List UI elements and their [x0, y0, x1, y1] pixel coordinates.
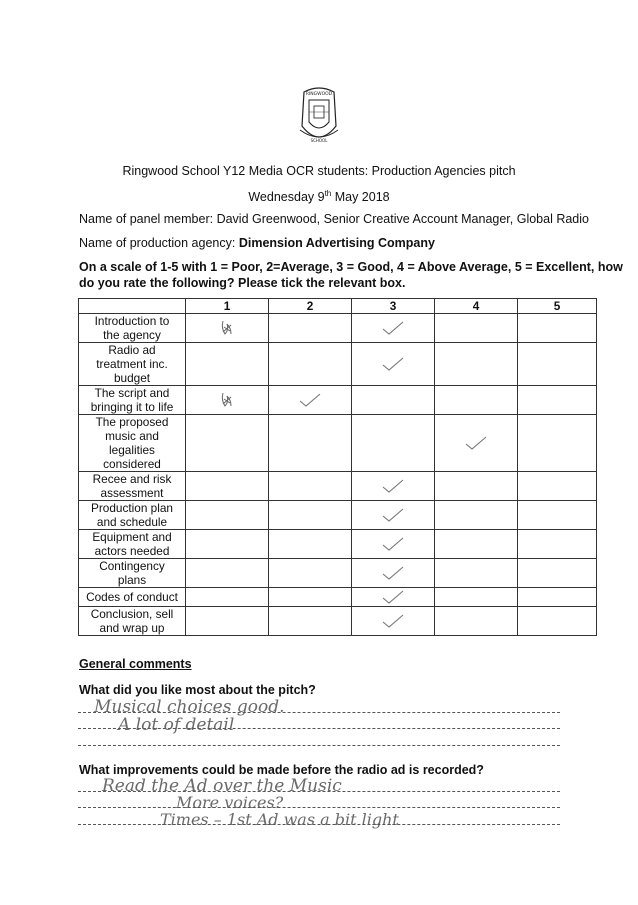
handwritten-answer-1: Musical choices good.: [94, 697, 285, 717]
rating-cell[interactable]: [435, 415, 518, 472]
rating-table: [78, 298, 597, 636]
answer-line: [78, 824, 560, 825]
rating-cell[interactable]: [352, 530, 435, 559]
school-crest-logo: [296, 86, 342, 148]
rating-cell[interactable]: [435, 472, 518, 501]
rating-cell[interactable]: [269, 415, 352, 472]
table-row: [79, 386, 597, 415]
rating-cell[interactable]: [518, 530, 597, 559]
criterion-label-line: The proposed: [95, 415, 169, 429]
handwritten-answer-4: More voices?: [176, 793, 284, 812]
criterion-label: [79, 472, 186, 501]
rating-cell[interactable]: [435, 530, 518, 559]
criterion-label-line: considered: [103, 457, 161, 471]
rating-cell[interactable]: [186, 501, 269, 530]
document-title: Ringwood School Y12 Media OCR students: Production Agencies pitch: [122, 164, 516, 178]
tick-mark-icon: [352, 564, 434, 582]
rating-cell[interactable]: [435, 588, 518, 607]
criterion-label-line: budget: [113, 371, 151, 385]
criterion-label-line: the agency: [103, 328, 161, 342]
rating-cell[interactable]: [518, 472, 597, 501]
rating-cell[interactable]: [518, 415, 597, 472]
tick-mark-icon: [269, 391, 351, 409]
tick-mark-icon: [352, 355, 434, 373]
criterion-label-line: Recee and risk: [92, 472, 172, 486]
criterion-label: [79, 314, 186, 343]
rating-cell[interactable]: [435, 314, 518, 343]
rating-cell[interactable]: [186, 343, 269, 386]
table-row: [79, 501, 597, 530]
tick-mark-icon: [435, 434, 517, 452]
rating-cell[interactable]: [352, 607, 435, 636]
criterion-label-line: Contingency: [99, 559, 165, 573]
criterion-label-line: Introduction to: [94, 314, 170, 328]
criterion-label: [79, 607, 186, 636]
answer-line: [78, 728, 560, 729]
tick-mark-icon: [352, 506, 434, 524]
criterion-label-line: legalities: [109, 443, 155, 457]
table-row: [79, 415, 597, 472]
scribbled-out-mark-icon: [186, 319, 268, 337]
criterion-label: [79, 386, 186, 415]
rating-cell[interactable]: [435, 386, 518, 415]
rating-cell[interactable]: [269, 386, 352, 415]
document-date: Wednesday 9th May 2018: [248, 189, 390, 205]
table-row: [79, 343, 597, 386]
criterion-label-line: and wrap up: [99, 621, 165, 635]
tick-mark-icon: [352, 588, 434, 606]
scribbled-out-mark-icon: [186, 391, 268, 409]
rating-cell[interactable]: [435, 607, 518, 636]
rating-cell[interactable]: [269, 343, 352, 386]
tick-mark-icon: [352, 535, 434, 553]
table-row: [79, 607, 597, 636]
criterion-label-line: Conclusion, sell: [90, 607, 174, 621]
criterion-label: [79, 501, 186, 530]
svg-text:RINGWOOD: RINGWOOD: [305, 92, 333, 97]
tick-mark-icon: [352, 319, 434, 337]
tick-mark-icon: [352, 612, 434, 630]
criterion-label-line: Codes of conduct: [86, 590, 178, 604]
criterion-label: [79, 343, 186, 386]
svg-text:SCHOOL: SCHOOL: [310, 138, 328, 143]
agency-line: Name of production agency: Dimension Advertising Company: [79, 236, 435, 250]
rating-cell[interactable]: [518, 607, 597, 636]
column-header-5: 5: [518, 299, 597, 314]
rating-cell[interactable]: [186, 588, 269, 607]
rating-cell[interactable]: [518, 314, 597, 343]
criterion-label-line: Production plan: [91, 501, 173, 515]
table-row: [79, 472, 597, 501]
rating-cell[interactable]: [269, 472, 352, 501]
criterion-label-line: actors needed: [94, 544, 170, 558]
general-comments-heading: General comments: [79, 657, 192, 671]
criterion-label: [79, 415, 186, 472]
table-row: [79, 314, 597, 343]
rating-cell[interactable]: [518, 588, 597, 607]
rating-cell[interactable]: [186, 607, 269, 636]
panel-member-line: Name of panel member: David Greenwood, Senior Creative Account Manager, Global Radio: [79, 212, 589, 226]
rating-cell[interactable]: [269, 530, 352, 559]
rating-cell[interactable]: [518, 386, 597, 415]
answer-line: [78, 791, 560, 792]
rating-cell[interactable]: [435, 559, 518, 588]
rating-cell[interactable]: [518, 559, 597, 588]
handwritten-answer-3: Read the Ad over the Music: [102, 776, 342, 796]
answer-line: [78, 807, 560, 808]
criterion-label-line: Radio ad: [108, 343, 156, 357]
answer-line: [78, 712, 560, 713]
instructions-line-2: do you rate the following? Please tick the relevant box.: [79, 276, 406, 290]
answer-line: [78, 745, 560, 746]
criterion-label-line: bringing it to life: [90, 400, 174, 414]
table-row: [79, 588, 597, 607]
rating-cell[interactable]: [518, 343, 597, 386]
rating-cell[interactable]: [186, 314, 269, 343]
rating-cell[interactable]: [352, 501, 435, 530]
table-row: [79, 559, 597, 588]
rating-table-header: [79, 299, 597, 314]
rating-cell[interactable]: [186, 559, 269, 588]
instructions-line-1: On a scale of 1-5 with 1 = Poor, 2=Average, 3 = Good, 4 = Above Average, 5 = Excellent, how: [79, 260, 623, 274]
rating-cell[interactable]: [186, 386, 269, 415]
rating-cell[interactable]: [352, 343, 435, 386]
question-improvements: What improvements could be made before the radio ad is recorded?: [79, 763, 484, 777]
criterion-label: [79, 530, 186, 559]
criterion-label: [79, 559, 186, 588]
tick-mark-icon: [352, 477, 434, 495]
criterion-label-line: assessment: [100, 486, 164, 500]
rating-cell[interactable]: [518, 501, 597, 530]
rating-cell[interactable]: [186, 530, 269, 559]
criterion-label-line: treatment inc.: [96, 357, 168, 371]
column-header-4: 4: [435, 299, 518, 314]
rating-cell[interactable]: [352, 415, 435, 472]
rating-cell[interactable]: [352, 472, 435, 501]
criterion-label-line: Equipment and: [92, 530, 172, 544]
rating-cell[interactable]: [186, 472, 269, 501]
rating-cell[interactable]: [352, 588, 435, 607]
criterion-label: [79, 588, 186, 607]
criterion-label-line: music and: [105, 429, 159, 443]
rating-cell[interactable]: [435, 501, 518, 530]
question-liked-most: What did you like most about the pitch?: [79, 683, 316, 697]
table-row: [79, 530, 597, 559]
rating-cell[interactable]: [352, 386, 435, 415]
handwritten-answer-5: Times – 1st Ad was a bit light: [160, 810, 399, 829]
criterion-label-line: plans: [117, 573, 147, 587]
rating-cell[interactable]: [269, 501, 352, 530]
rating-cell[interactable]: [269, 314, 352, 343]
column-header-2: 2: [269, 299, 352, 314]
rating-cell[interactable]: [269, 559, 352, 588]
rating-cell[interactable]: [435, 343, 518, 386]
rating-cell[interactable]: [269, 588, 352, 607]
empty-header-cell: [79, 299, 186, 314]
criterion-label-line: and schedule: [96, 515, 168, 529]
criterion-label-line: The script and: [94, 386, 170, 400]
rating-cell[interactable]: [269, 607, 352, 636]
handwritten-answer-2: A lot of detail: [118, 715, 235, 735]
rating-cell[interactable]: [352, 314, 435, 343]
column-header-1: 1: [186, 299, 269, 314]
column-header-3: 3: [352, 299, 435, 314]
rating-cell[interactable]: [352, 559, 435, 588]
rating-cell[interactable]: [186, 415, 269, 472]
